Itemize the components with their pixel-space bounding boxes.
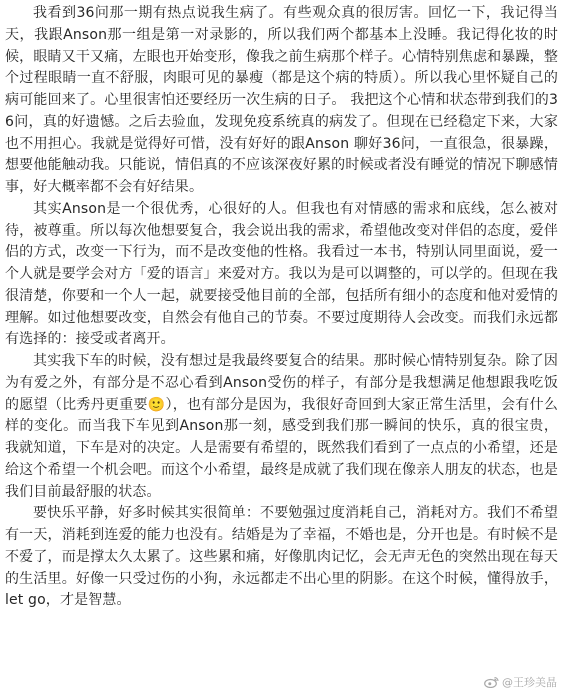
paragraph-4: 要快乐平静，好多时候其实很简单：不要勉强过度消耗自己，消耗对方。我们不希望有一天，消耗到连爱的能力也没有。结婚是为了幸福，不婚也是，分开也是。有时候不是不爱了，而是撑太久太累了。这些累和痛，好像肌肉记忆，会无声无色的突然出现在每天的生活里。好像一只受过伤的小狗，永远都走不出心里的阴影。在这个时候，懂得放手，let go，才是智慧。 [5, 505, 558, 609]
paragraph-1: 我看到36问那一期有热点说我生病了。有些观众真的很厉害。回忆一下，我记得当天，我跟Anson那一组是第一对录影的，所以我们两个都基本上没睡。我记得化妆的时候，眼睛又干又痛，左眼也开始变形，像我之前生病那个样子。心情特别焦虑和暴躁，整个过程眼睛一直不舒服，肉眼可见的暴瘦（都是这个病的特质）。所以我心里怀疑自己的病可能回来了。心里很害怕还要经历一次生病的日子。 我把这个心情和状态带到我们的36问，真的好遗憾。之后去验血，发现免疫系统真的病发了。但现在已经稳定下来，大家也不用担心。我就是觉得好可惜，没有好好的跟Anson 聊好36问，一直很急，很暴躁，想要他能触动我。只能说，情侣真的不应该深夜好累的时候或者没有睡觉的情况下聊感情事，好大概率都不会有好结果。 [5, 5, 558, 195]
weibo-watermark [484, 674, 557, 690]
post-body [5, 3, 558, 612]
weibo-icon [484, 676, 499, 688]
watermark-handle: @王珍美晶 [502, 676, 557, 689]
paragraph-2: 其实Anson是一个很优秀，心很好的人。但我也有对情感的需求和底线，怎么被对待，被尊重。所以每次他想要复合，我会说出我的需求，希望他改变对伴侣的态度，爱伴侣的方式，改变一下行为，而不是改变他的性格。我看过一本书，特别认同里面说，爱一个人就是要学会对方「爱的语言」来爱对方。我以为是可以调整的，可以学的。但现在我很清楚，你要和一个人一起，就要接受他目前的全部，包括所有细小的态度和他对爱情的理解。如过他想要改变，自然会有他自己的节奏。不要过度期待人会改变。而我们永远都有选择的：接受或者离开。 [5, 200, 558, 348]
paragraph-3: 其实我下车的时候，没有想过是我最终要复合的结果。那时候心情特别复杂。除了因为有爱之外，有部分是不忍心看到Anson受伤的样子，有部分是我想满足他想跟我吃饭的愿望（比秀丹更重要🙂），也有部分是因为，我很好奇回到大家正常生活里，会有什么样的变化。而当我下车见到Anson那一刻，感受到我们那一瞬间的快乐，真的很宝贵，我就知道，下车是对的决定。人是需要有希望的，既然我们看到了一点点的小希望，还是给这个希望一个机会吧。而这个小希望，最终是成就了我们现在像亲人朋友的状态，也是我们目前最舒服的状态。 [5, 353, 558, 500]
